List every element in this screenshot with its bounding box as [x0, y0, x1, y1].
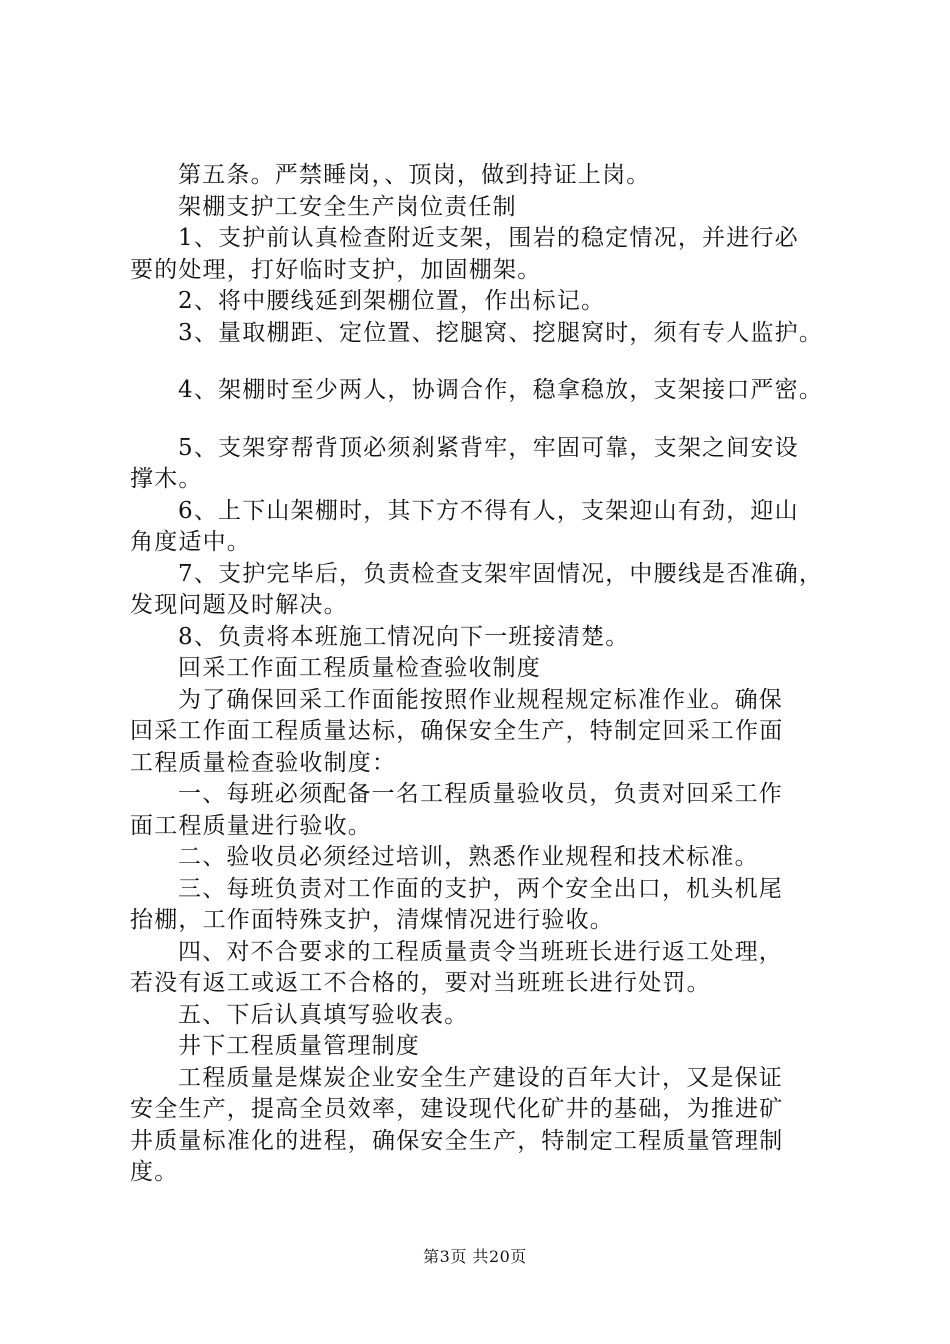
paragraph-line: 安全生产，提高全员效率，建设现代化矿井的基础，为推进矿 [130, 1096, 784, 1122]
paragraph-line: 角度适中。 [130, 529, 251, 555]
paragraph-line: 工程质量检查验收制度： [130, 749, 397, 776]
page-number-footer: 第3页 共20页 [423, 1247, 527, 1266]
page-body [130, 160, 840, 1189]
paragraph-line: 为了确保回采工作面能按照作业规程规定标准作业。确保 [178, 686, 783, 713]
section-heading: 井下工程质量管理制度 [178, 1033, 420, 1059]
paragraph-line: 三、每班负责对工作面的支护，两个安全出口，机头机尾 [178, 875, 783, 902]
paragraph-line: 发现问题及时解决。 [130, 592, 348, 618]
paragraph-line: 井质量标准化的进程，确保安全生产，特制定工程质量管理制 [130, 1127, 784, 1154]
section-heading: 架棚支护工安全生产岗位责任制 [178, 193, 517, 220]
paragraph-line: 4、架棚时至少两人，协调合作，稳拿稳放，支架接口严密。 [178, 377, 824, 403]
paragraph-line: 四、对不合要求的工程质量责令当班班长进行返工处理， [178, 938, 783, 965]
paragraph-line: 5、支架穿帮背顶必须刹紧背牢，牢固可靠，支架之间安设 [178, 434, 799, 461]
paragraph-line: 度。 [130, 1159, 179, 1185]
paragraph-line: 面工程质量进行验收。 [130, 812, 372, 839]
paragraph-line: 要的处理，打好临时支护，加固棚架。 [130, 256, 542, 283]
paragraph-line: 8、负责将本班施工情况向下一班接清楚。 [178, 623, 630, 650]
paragraph-line: 第五条。严禁睡岗，、顶岗，做到持证上岗。 [178, 162, 651, 188]
paragraph-line: 2、将中腰线延到架棚位置，作出标记。 [178, 288, 606, 314]
blank-gap [130, 349, 840, 375]
paragraph-line: 3、量取棚距、定位置、挖腿窝、挖腿窝时，须有专人监护。 [178, 319, 824, 346]
paragraph-line: 若没有返工或返工不合格的，要对当班班长进行处罚。 [130, 970, 711, 996]
paragraph-line: 工程质量是煤炭企业安全生产建设的百年大计，又是保证 [178, 1064, 783, 1091]
paragraph-line: 二、验收员必须经过培训，熟悉作业规程和技术标准。 [178, 844, 759, 870]
paragraph-line: 一、每班必须配备一名工程质量验收员，负责对回采工作 [178, 781, 783, 807]
paragraph-line: 6、上下山架棚时，其下方不得有人，支架迎山有劲，迎山 [178, 497, 799, 524]
paragraph-line: 1、支护前认真检查附近支架，围岩的稳定情况，并进行必 [178, 225, 799, 251]
paragraph-line: 7、支护完毕后，负责检查支架牢固情况，中腰线是否准确， [178, 560, 824, 587]
blank-gap [130, 407, 840, 433]
paragraph-line: 抬棚，工作面特殊支护，清煤情况进行验收。 [130, 907, 614, 933]
section-heading: 回采工作面工程质量检查验收制度 [178, 655, 541, 681]
paragraph-line: 撑木。 [130, 466, 203, 492]
paragraph-line: 回采工作面工程质量达标，确保安全生产，特制定回采工作面 [130, 718, 784, 744]
paragraph-line: 五、下后认真填写验收表。 [178, 1001, 469, 1028]
